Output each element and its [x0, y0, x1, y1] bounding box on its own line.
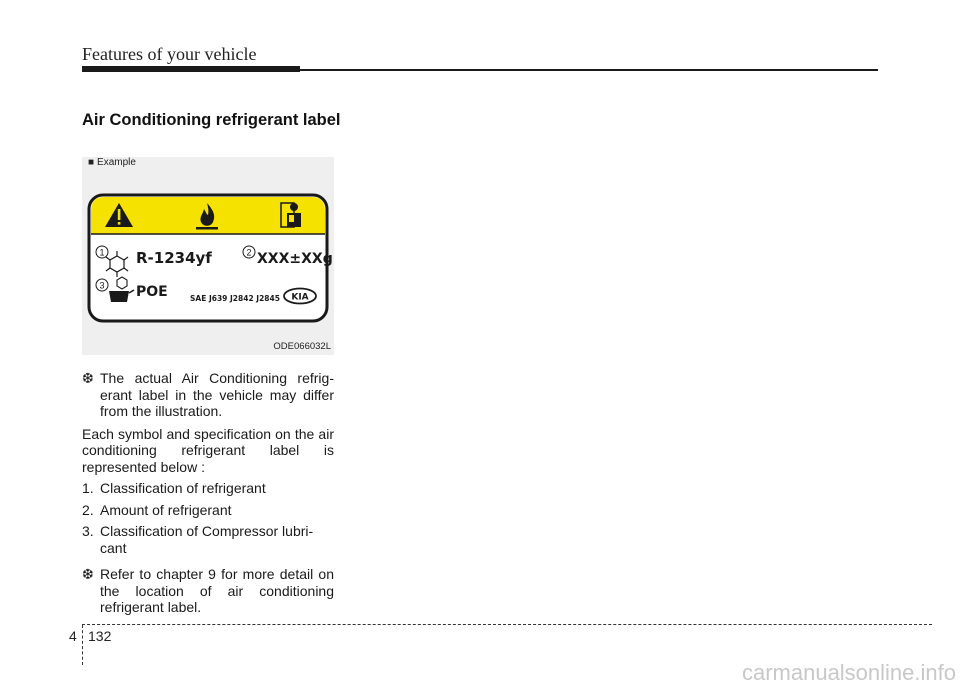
lubricant-type-text: POE — [136, 284, 168, 300]
body-text — [82, 370, 334, 622]
list-item-text: Amount of refrigerant — [100, 501, 232, 518]
callout-1-number: 1 — [99, 247, 105, 258]
note-illustration-differ — [82, 370, 334, 420]
header-rule-thin — [300, 69, 878, 71]
example-square-icon: ■ — [88, 157, 95, 168]
refrigerant-amount-text: XXX±XXg — [257, 251, 333, 267]
example-tag — [88, 157, 136, 169]
figure-code: ODE066032L — [273, 341, 331, 352]
list-item-text: Classification of refrigerant — [100, 480, 266, 496]
callout-2-number: 2 — [246, 247, 252, 258]
section-title: Air Conditioning refrigerant label — [82, 111, 341, 129]
list-item-number: 2. — [82, 501, 94, 518]
footer-dashed-separator — [82, 625, 83, 665]
callout-3-number: 3 — [99, 280, 105, 291]
refrigerant-label-figure — [82, 157, 334, 355]
refrigerant-type-text: R-1234yf — [136, 249, 212, 267]
kia-logo-text: KIA — [291, 292, 309, 303]
header-rule-thick — [82, 66, 300, 72]
page-number: 132 — [88, 628, 112, 644]
footer-dashed-rule — [82, 624, 932, 625]
note-marker-icon: ❆ — [82, 370, 94, 386]
page-header-title: Features of your vehicle — [82, 44, 257, 64]
chapter-number: 4 — [69, 628, 77, 644]
intro-paragraph: Each symbol and specification on the air conditioning refrigerant label is represented below : — [82, 425, 334, 475]
note-text: Refer to chapter 9 for more detail on the location of air conditioning refrigerant label. — [100, 566, 334, 615]
refrigerant-label-illustration — [82, 157, 334, 355]
list-item — [82, 480, 334, 497]
example-tag-text: Example — [97, 157, 136, 168]
note-refer-chapter — [82, 566, 334, 616]
sae-standards-text: SAE J639 J2842 J2845 — [190, 294, 280, 303]
note-marker-icon: ❆ — [82, 566, 94, 582]
site-watermark: carmanualsonline.info — [741, 660, 956, 685]
kia-logo — [284, 289, 316, 304]
list-item — [82, 523, 334, 556]
list-item — [82, 502, 334, 519]
list-item-number: 3. — [82, 523, 94, 539]
list-item-text: Classification of Compressor lubri-cant — [100, 523, 314, 556]
note-text: The actual Air Conditioning refrig-erant label in the vehicle may differ from the illustration. — [100, 370, 334, 419]
list-item-number: 1. — [82, 480, 94, 496]
